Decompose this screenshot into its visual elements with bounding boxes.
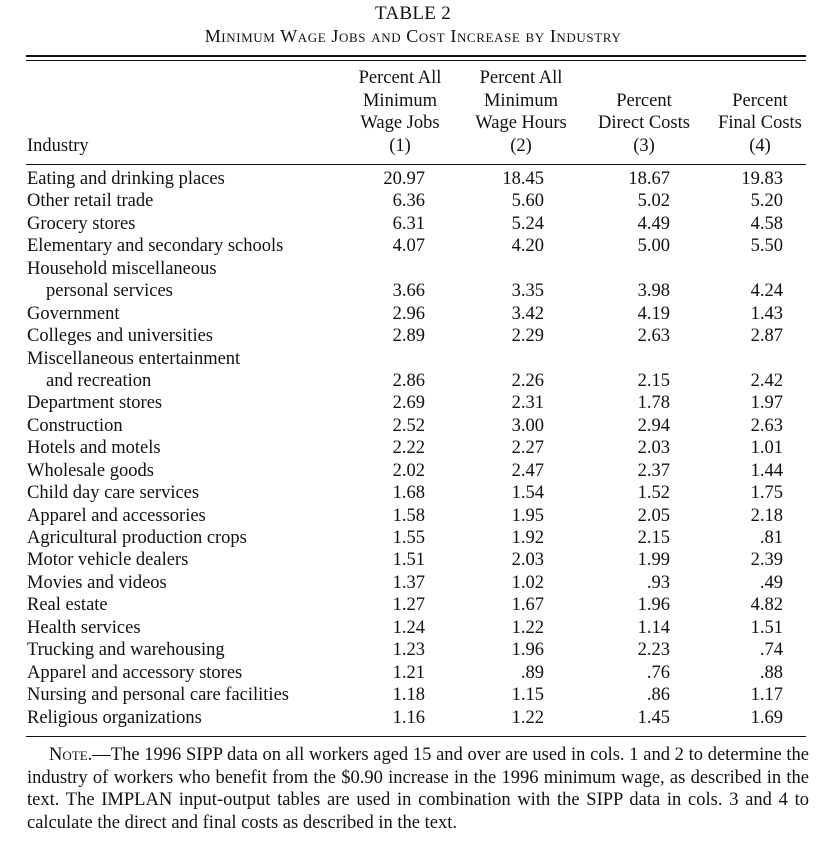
cell-col-1: 1.24	[392, 617, 425, 638]
cell-col-3: 5.02	[637, 191, 670, 212]
cell-col-4: 5.20	[750, 191, 783, 212]
cell-col-2: .89	[520, 662, 544, 683]
column-header-2-line: Wage Hours	[475, 113, 567, 133]
bottom-rule	[26, 736, 806, 737]
row-industry-label: Nursing and personal care facilities	[27, 685, 289, 706]
cell-col-4: .81	[759, 528, 783, 548]
table-row	[0, 370, 826, 392]
table-row	[0, 213, 826, 235]
cell-col-3: 1.52	[637, 483, 670, 504]
row-industry-label: Religious organizations	[27, 707, 202, 728]
column-header-4-line: Percent	[732, 90, 788, 111]
cell-col-2: 4.20	[511, 236, 544, 257]
table-row	[0, 505, 826, 527]
row-industry-label: Government	[27, 303, 120, 324]
cell-col-4: 2.18	[750, 505, 783, 526]
row-industry-label: Apparel and accessories	[27, 505, 206, 526]
table-row	[0, 639, 826, 661]
row-industry-label: Trucking and warehousing	[27, 640, 225, 661]
cell-col-4: .49	[759, 572, 783, 593]
table-row	[0, 482, 826, 504]
cell-col-2: 1.92	[511, 528, 544, 548]
cell-col-3: 1.99	[637, 550, 670, 571]
cell-col-3: 1.96	[637, 595, 670, 616]
column-header-4-line: (4)	[749, 135, 771, 156]
cell-col-2: 2.03	[511, 550, 544, 571]
column-header-1-line: Wage Jobs	[360, 113, 440, 133]
cell-col-4: 2.39	[750, 550, 783, 571]
cell-col-3: 2.37	[637, 460, 670, 481]
table-row	[0, 594, 826, 616]
cell-col-2: 5.60	[511, 191, 544, 212]
row-industry-label: Department stores	[27, 393, 163, 414]
cell-col-1: 2.89	[392, 326, 425, 347]
table-row	[0, 168, 826, 190]
cell-col-4: .74	[759, 640, 783, 661]
cell-col-1: 6.36	[392, 191, 425, 212]
row-industry-label: Other retail trade	[27, 191, 154, 212]
cell-col-2: 1.22	[511, 707, 544, 728]
cell-col-3: 4.49	[637, 213, 670, 234]
row-industry-label: Movies and videos	[27, 572, 167, 593]
cell-col-2: 18.45	[502, 169, 544, 189]
cell-col-2: 1.95	[511, 505, 544, 526]
cell-col-1: 2.52	[392, 415, 425, 436]
column-header-1-line: Percent All	[358, 68, 442, 88]
row-industry-label: Motor vehicle dealers	[27, 550, 189, 571]
row-industry-label: Apparel and accessory stores	[27, 662, 243, 683]
row-industry-label: Eating and drinking places	[27, 169, 225, 189]
column-header-3-line: Percent	[616, 90, 672, 111]
row-industry-label: Household miscellaneous	[27, 258, 217, 279]
row-industry-label: Grocery stores	[27, 213, 136, 234]
cell-col-2: 1.02	[511, 572, 544, 593]
row-industry-label: Hotels and motels	[27, 438, 161, 459]
cell-col-3: .86	[646, 685, 670, 706]
cell-col-3: 2.03	[637, 438, 670, 459]
column-header-3	[588, 90, 700, 158]
table-row	[0, 190, 826, 212]
cell-col-4: 1.69	[750, 707, 783, 728]
cell-col-3: 2.94	[637, 415, 670, 436]
row-industry-label: Construction	[27, 415, 123, 436]
cell-col-1: 2.96	[392, 303, 425, 324]
cell-col-1: 3.66	[392, 281, 425, 302]
cell-col-3: 2.23	[637, 640, 670, 661]
table-row	[0, 684, 826, 706]
cell-col-2: 2.29	[511, 326, 544, 347]
table-row	[0, 617, 826, 639]
table-title: Minimum Wage Jobs and Cost Increase by Industry	[204, 26, 622, 46]
cell-col-1: 1.23	[392, 640, 425, 661]
cell-col-3: 5.00	[637, 236, 670, 257]
cell-col-1: 1.68	[392, 483, 425, 504]
row-industry-label: and recreation	[46, 370, 152, 391]
table-row	[0, 437, 826, 459]
column-header-1-line: (1)	[389, 135, 411, 156]
cell-col-3: 4.19	[637, 303, 670, 324]
table-row	[0, 460, 826, 482]
cell-col-2: 1.22	[511, 617, 544, 638]
header-rule	[26, 164, 806, 165]
row-industry-label: Elementary and secondary schools	[27, 236, 284, 257]
cell-col-1: 1.27	[392, 595, 425, 616]
cell-col-1: 1.21	[392, 662, 425, 683]
cell-col-4: 19.83	[741, 169, 783, 189]
cell-col-4: 1.17	[750, 685, 783, 706]
table-row	[0, 662, 826, 684]
cell-col-2: 1.54	[511, 483, 544, 504]
cell-col-1: 1.16	[392, 707, 425, 728]
cell-col-3: 1.14	[637, 617, 670, 638]
column-header-4-line: Final Costs	[718, 113, 802, 133]
row-industry-label: Colleges and universities	[27, 326, 213, 347]
row-industry-label: Child day care services	[27, 483, 200, 504]
cell-col-3: .76	[646, 662, 670, 683]
row-industry-label: personal services	[46, 281, 173, 302]
cell-col-1: 1.55	[392, 528, 425, 548]
top-rule-thick	[26, 55, 806, 57]
table-row	[0, 235, 826, 257]
cell-col-2: 1.67	[511, 595, 544, 616]
top-rule-thin	[26, 60, 806, 61]
cell-col-3: 2.15	[637, 370, 670, 391]
cell-col-4: 4.24	[750, 281, 783, 302]
cell-col-4: 2.63	[750, 415, 783, 436]
cell-col-1: 1.18	[392, 685, 425, 706]
note-text: —The 1996 SIPP data on all workers aged 15 and over are used in cols. 1 and 2 to determine the industry of workers who benefit from the $0.90 increase in the 1996 minimum wage, as described in the text. The IMPLAN input-output tables are used in combination with the SIPP data in cols. 3 and 4 to calculate the direct and final costs as described in the text.	[27, 745, 809, 833]
column-header-2-line: Percent All	[479, 68, 563, 88]
cell-col-1: 2.69	[392, 393, 425, 414]
column-header-2-line: Minimum	[483, 90, 558, 111]
table-number: TABLE 2	[374, 3, 452, 24]
cell-col-3: 2.15	[637, 528, 670, 548]
industry-column-header: Industry	[27, 136, 89, 156]
table-body	[0, 168, 826, 729]
table-note	[27, 744, 809, 834]
cell-col-2: 3.35	[511, 281, 544, 302]
cell-col-1: 1.58	[392, 505, 425, 526]
cell-col-2: 3.42	[511, 303, 544, 324]
cell-col-3: .93	[646, 572, 670, 593]
table-row	[0, 527, 826, 549]
cell-col-4: 4.82	[750, 595, 783, 616]
row-industry-label: Wholesale goods	[27, 460, 154, 481]
table-row	[0, 303, 826, 325]
cell-col-3: 1.78	[637, 393, 670, 414]
table-row	[0, 325, 826, 347]
table-row	[0, 348, 826, 370]
cell-col-4: 1.44	[750, 460, 783, 481]
cell-col-2: 5.24	[511, 213, 544, 234]
table-row	[0, 392, 826, 414]
cell-col-4: 1.75	[750, 483, 783, 504]
table-row	[0, 707, 826, 729]
cell-col-4: 1.43	[750, 303, 783, 324]
cell-col-1: 2.02	[392, 460, 425, 481]
cell-col-2: 1.15	[511, 685, 544, 706]
cell-col-1: 6.31	[392, 213, 425, 234]
column-header-1	[350, 67, 450, 157]
cell-col-3: 3.98	[637, 281, 670, 302]
table-row	[0, 572, 826, 594]
cell-col-1: 2.22	[392, 438, 425, 459]
cell-col-4: 1.51	[750, 617, 783, 638]
column-header-1-line: Minimum	[362, 90, 437, 111]
cell-col-3: 18.67	[628, 169, 670, 189]
cell-col-1: 2.86	[392, 370, 425, 391]
cell-col-2: 2.26	[511, 370, 544, 391]
cell-col-2: 3.00	[511, 415, 544, 436]
column-header-3-line: Direct Costs	[598, 113, 690, 133]
cell-col-4: 5.50	[750, 236, 783, 257]
cell-col-3: 2.63	[637, 326, 670, 347]
column-header-4	[706, 90, 814, 158]
column-header-2-line: (2)	[510, 135, 532, 156]
cell-col-2: 1.96	[511, 640, 544, 661]
cell-col-1: 4.07	[392, 236, 425, 257]
table-row	[0, 258, 826, 280]
table-row	[0, 549, 826, 571]
row-industry-label: Agricultural production crops	[27, 528, 247, 548]
cell-col-3: 1.45	[637, 707, 670, 728]
cell-col-4: 2.42	[750, 370, 783, 391]
row-industry-label: Miscellaneous entertainment	[27, 348, 241, 369]
column-header-2	[465, 67, 577, 157]
cell-col-4: 4.58	[750, 213, 783, 234]
cell-col-1: 1.51	[392, 550, 425, 571]
cell-col-4: 1.01	[750, 438, 783, 459]
cell-col-4: 2.87	[750, 326, 783, 347]
table-row	[0, 415, 826, 437]
row-industry-label: Real estate	[27, 595, 108, 616]
cell-col-2: 2.47	[511, 460, 544, 481]
cell-col-3: 2.05	[637, 505, 670, 526]
cell-col-1: 20.97	[383, 169, 425, 189]
cell-col-2: 2.27	[511, 438, 544, 459]
table-row	[0, 280, 826, 302]
row-industry-label: Health services	[27, 617, 141, 638]
cell-col-2: 2.31	[511, 393, 544, 414]
note-lead: Note.	[49, 745, 93, 765]
cell-col-4: .88	[759, 662, 783, 683]
column-header-3-line: (3)	[633, 135, 655, 156]
cell-col-4: 1.97	[750, 393, 783, 414]
cell-col-1: 1.37	[392, 572, 425, 593]
